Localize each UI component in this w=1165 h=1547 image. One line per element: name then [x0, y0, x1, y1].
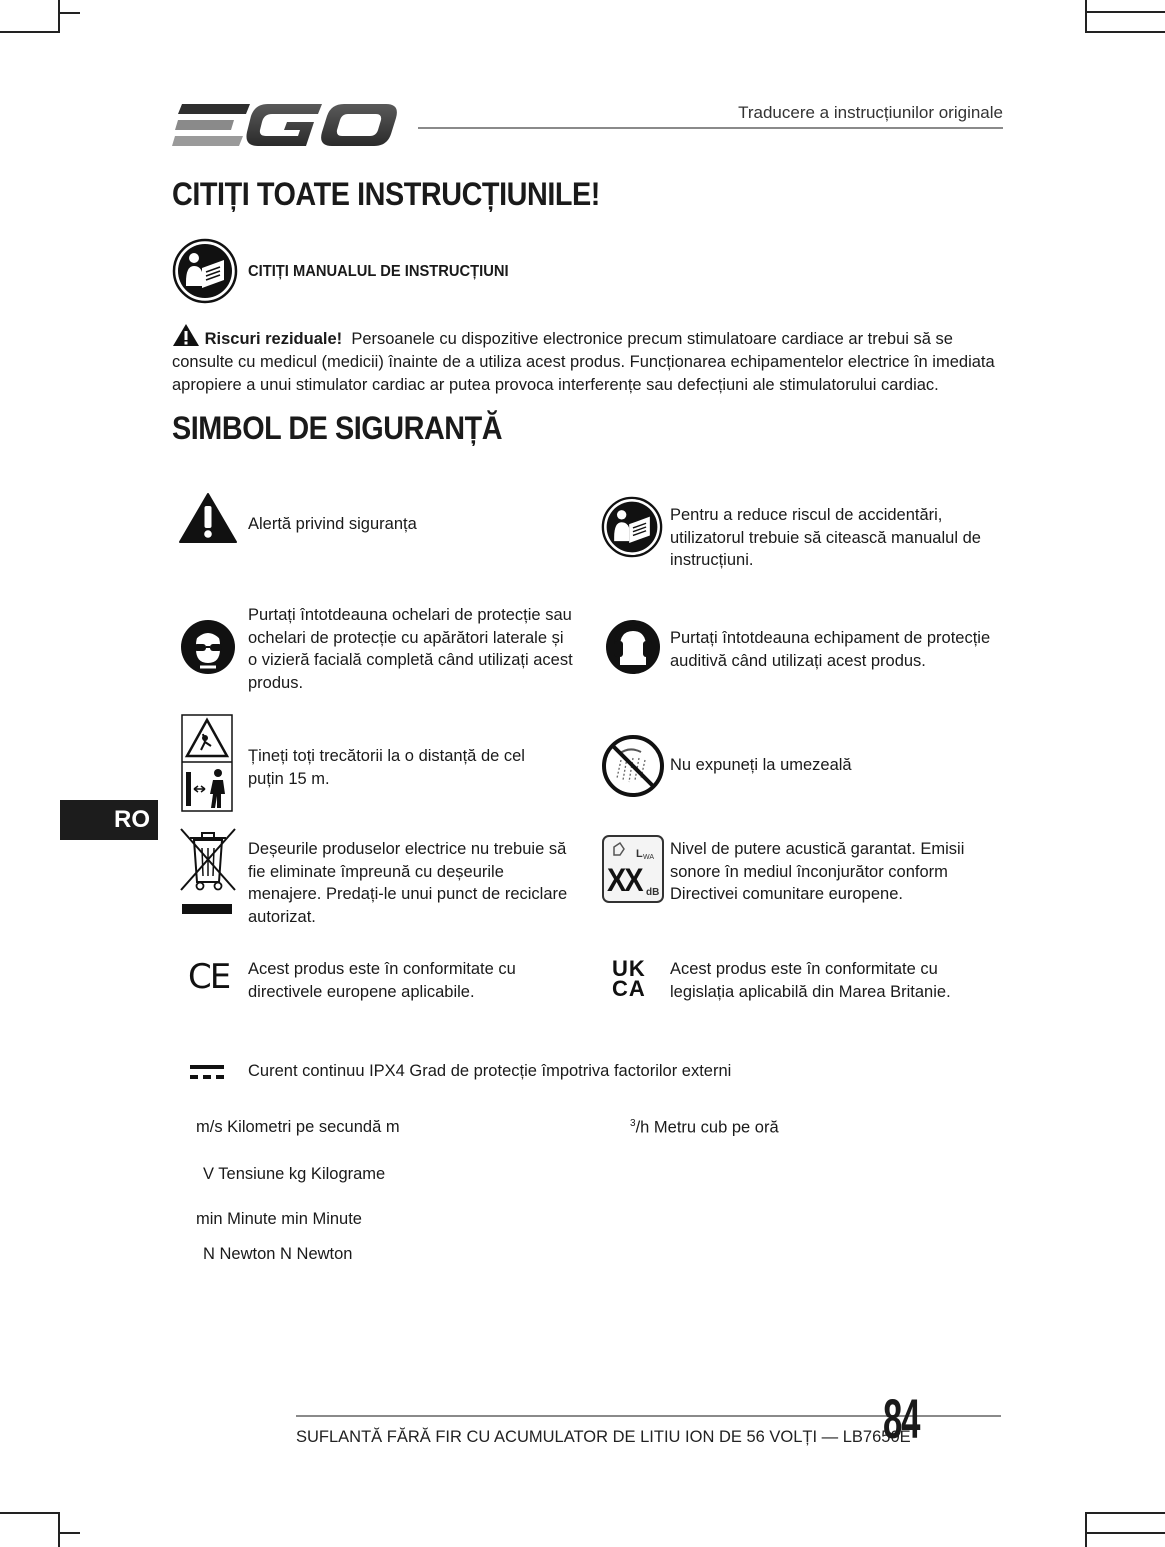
crop-mark: [0, 0, 60, 33]
unit-row-1-right: [630, 1118, 779, 1138]
language-tab: RO: [60, 800, 158, 840]
svg-text:WA: WA: [643, 854, 655, 861]
read-manual-icon-2: [601, 496, 663, 558]
ear-protection-text: Purtați întotdeauna echipament de protecție auditivă când utilizați acest produs.: [670, 629, 991, 670]
ce-text: Acest produs este în conformitate cu directivele europene aplicabile.: [248, 960, 516, 1001]
unit-row-4: N Newton N Newton: [203, 1245, 353, 1263]
residual-risk-text: Persoanele cu dispozitive electronice precum stimulatoare cardiace ar trebui să se consulte cu medicul (medicii) înainte de a utiliza acest produs. Funcționarea echipamentelor electrice în imediata apropiere a unui stimulator cardiac ar putea provoca interferențe sau defecțiuni ale stimulatorului cardiac.: [172, 330, 995, 394]
crop-mark: [0, 1512, 60, 1547]
sound-power-icon-value: XX: [607, 862, 642, 898]
weee-bin-icon: [178, 826, 238, 918]
direct-current-text: Curent continuu IPX4 Grad de protecție împotriva factorilor externi: [248, 1062, 732, 1080]
page-number: 84: [883, 1387, 920, 1450]
read-manual-text: Pentru a reduce riscul de accidentări, utilizatorul trebuie să citească manualul de instrucțiuni.: [670, 506, 981, 569]
unit-superscript: 3: [630, 1118, 636, 1129]
header-rule: [418, 127, 1003, 129]
read-manual-label: CITIȚI MANUALUL DE INSTRUCȚIUNI: [248, 263, 509, 280]
read-manual-icon: [172, 238, 238, 304]
residual-risk-title: Riscuri reziduale!: [204, 330, 343, 348]
direct-current-icon: [190, 1063, 224, 1081]
footer-text: SUFLANTĂ FĂRĂ FIR CU ACUMULATOR DE LITIU ION DE 56 VOLȚI — LB7650E: [296, 1428, 911, 1446]
eye-protection-text: Purtați întotdeauna ochelari de protecție sau ochelari de protecție cu apărători laterale și o vizieră facială completă când utilizați acest produs.: [248, 606, 573, 692]
unit-row-1-left: m/s Kilometri pe secundă m: [196, 1118, 400, 1136]
crop-mark: [58, 0, 80, 14]
crop-mark: [1085, 1512, 1165, 1547]
section-title-symbols: SIMBOL DE SIGURANȚĂ: [172, 410, 503, 446]
safety-alert-text: Alertă privind siguranța: [248, 515, 417, 533]
residual-risk-paragraph: [172, 323, 1002, 397]
weee-text: Deșeurile produselor electrice nu trebuie să fie eliminate împreună cu deșeurile menajere. Predați-le unui punct de reciclare autorizat.: [248, 840, 568, 926]
bystander-distance-text: Țineți toți trecătorii la o distanță de cel puțin 15 m.: [248, 747, 525, 788]
svg-text:dB: dB: [646, 887, 660, 898]
crop-mark: [1085, 10, 1165, 13]
ego-logo: [172, 100, 397, 152]
ukca-mark-top: UK: [612, 956, 646, 981]
ukca-mark-icon: [612, 956, 656, 1001]
unit-row-3: min Minute min Minute: [196, 1210, 362, 1228]
ukca-text: Acest produs este în conformitate cu legislația aplicabilă din Marea Britanie.: [670, 960, 951, 1001]
section-title-read: CITIȚI TOATE INSTRUCȚIUNILE!: [172, 176, 600, 212]
ear-protection-icon: [605, 619, 661, 675]
eye-protection-icon: [180, 619, 236, 675]
unit-row-1-right-text: /h Metru cub pe oră: [635, 1118, 779, 1137]
sound-power-text: Nivel de putere acustică garantat. Emisii sonore în mediul înconjurător conform Directivei comunitare europene.: [670, 840, 965, 903]
no-moisture-icon: [601, 734, 665, 798]
warning-icon: [172, 323, 200, 347]
header-subtitle: Traducere a instrucțiunilor originale: [738, 103, 1003, 122]
unit-row-2: V Tensiune kg Kilograme: [203, 1165, 386, 1183]
crop-mark: [1085, 1532, 1165, 1535]
ukca-mark-bottom: CA: [612, 976, 646, 1001]
safety-alert-icon: [178, 492, 238, 544]
no-moisture-text: Nu expuneți la umezeală: [670, 756, 852, 774]
sound-power-icon: [602, 835, 664, 903]
bystander-distance-icon: [181, 714, 233, 812]
ce-mark-icon: CE: [188, 957, 230, 997]
svg-text:L: L: [636, 848, 643, 860]
crop-mark: [1085, 0, 1165, 33]
